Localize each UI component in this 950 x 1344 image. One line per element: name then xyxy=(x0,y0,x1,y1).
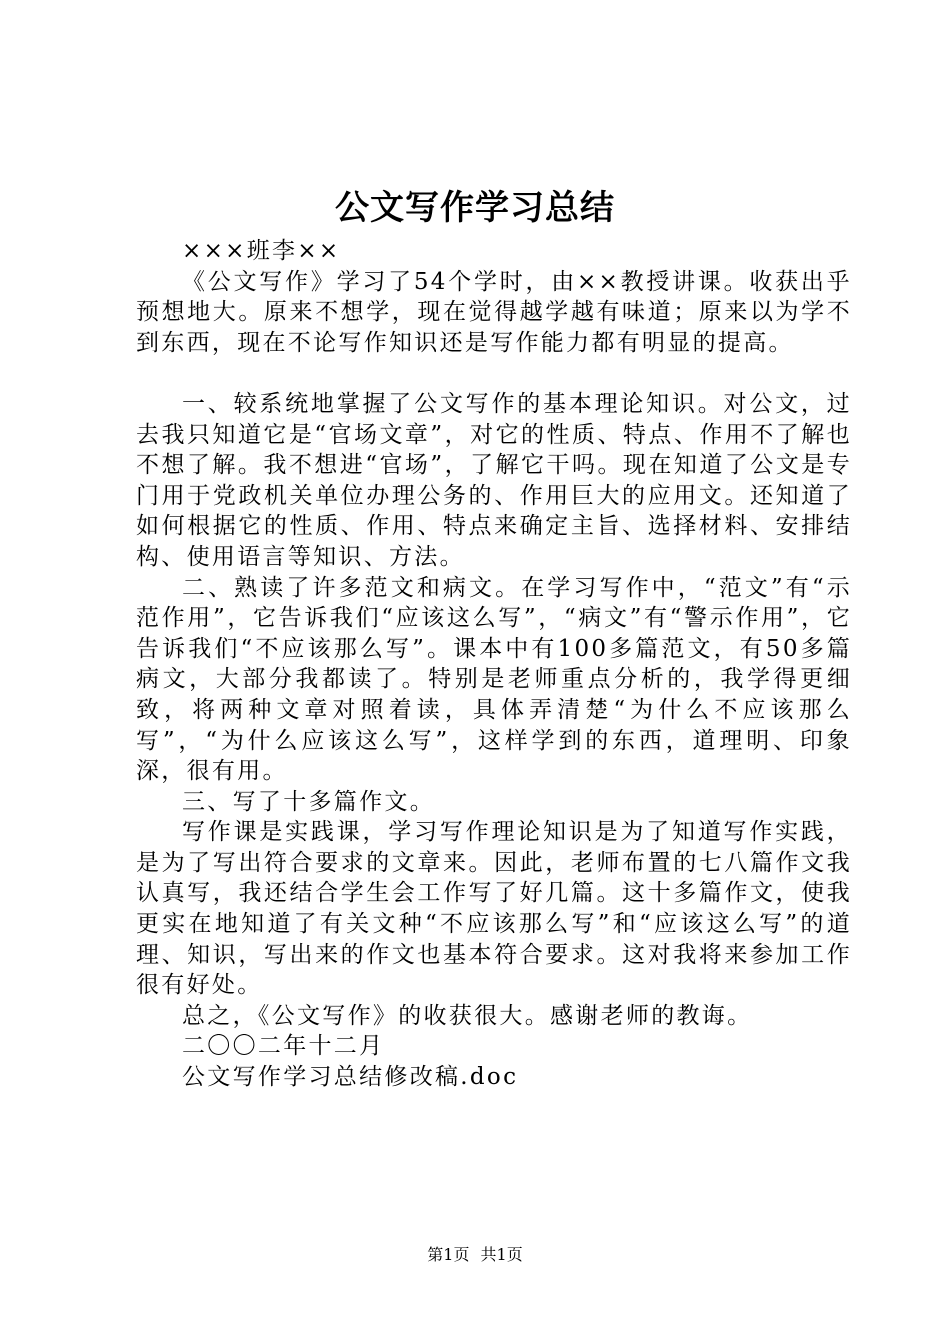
intro-paragraph: 《公文写作》学习了54个学时，由××教授讲课。收获出乎预想地大。原来不想学，现在觉得越学越有味道；原来以为学不到东西，现在不论写作知识还是写作能力都有明显的提高。 xyxy=(136,268,852,356)
author-line: ×××班李×× xyxy=(182,238,341,264)
page-footer xyxy=(0,1243,950,1267)
point-three-heading: 三、写了十多篇作文。 xyxy=(182,788,435,815)
filename-line: 公文写作学习总结修改稿.doc xyxy=(182,1064,519,1091)
point-two-paragraph: 二、熟读了许多范文和病文。在学习写作中，“范文”有“示范作用”，它告诉我们“应该这么写”，“病文”有“警示作用”，它告诉我们“不应该那么写”。课本中有100多篇范文，有50多篇病文，大部分我都读了。特别是老师重点分析的，我学得更细致，将两种文章对照着读，具体弄清楚“为什么不应该那么写”，“为什么应该这么写”，这样学到的东西，道理明、印象深，很有用。 xyxy=(136,574,852,785)
document-body xyxy=(136,236,852,1093)
document-title: 公文写作学习总结 xyxy=(335,188,615,228)
date-line: 二〇〇二年十二月 xyxy=(182,1033,385,1060)
point-three-paragraph: 写作课是实践课，学习写作理论知识是为了知道写作实践，是为了写出符合要求的文章来。因此，老师布置的七八篇作文我认真写，我还结合学生会工作写了好几篇。这十多篇作文，使我更实在地知道了有关文种“不应该那么写”和“应该这么写”的道理、知识，写出来的作文也基本符合要求。这对我将来参加工作很有好处。 xyxy=(136,819,852,999)
page-total: 共1页 xyxy=(480,1245,523,1264)
point-one-paragraph: 一、较系统地掌握了公文写作的基本理论知识。对公文，过去我只知道它是“官场文章”，对它的性质、特点、作用不了解也不想了解。我不想进“官场”，了解它干吗。现在知道了公文是专门用于党政机关单位办理公务的、作用巨大的应用文。还知道了如何根据它的性质、作用、特点来确定主旨、选择材料、安排结构、使用语言等知识、方法。 xyxy=(136,390,852,570)
conclusion-paragraph: 总之，《公文写作》的收获很大。感谢老师的教诲。 xyxy=(182,1002,753,1029)
page-number: 第1页 xyxy=(427,1245,470,1264)
